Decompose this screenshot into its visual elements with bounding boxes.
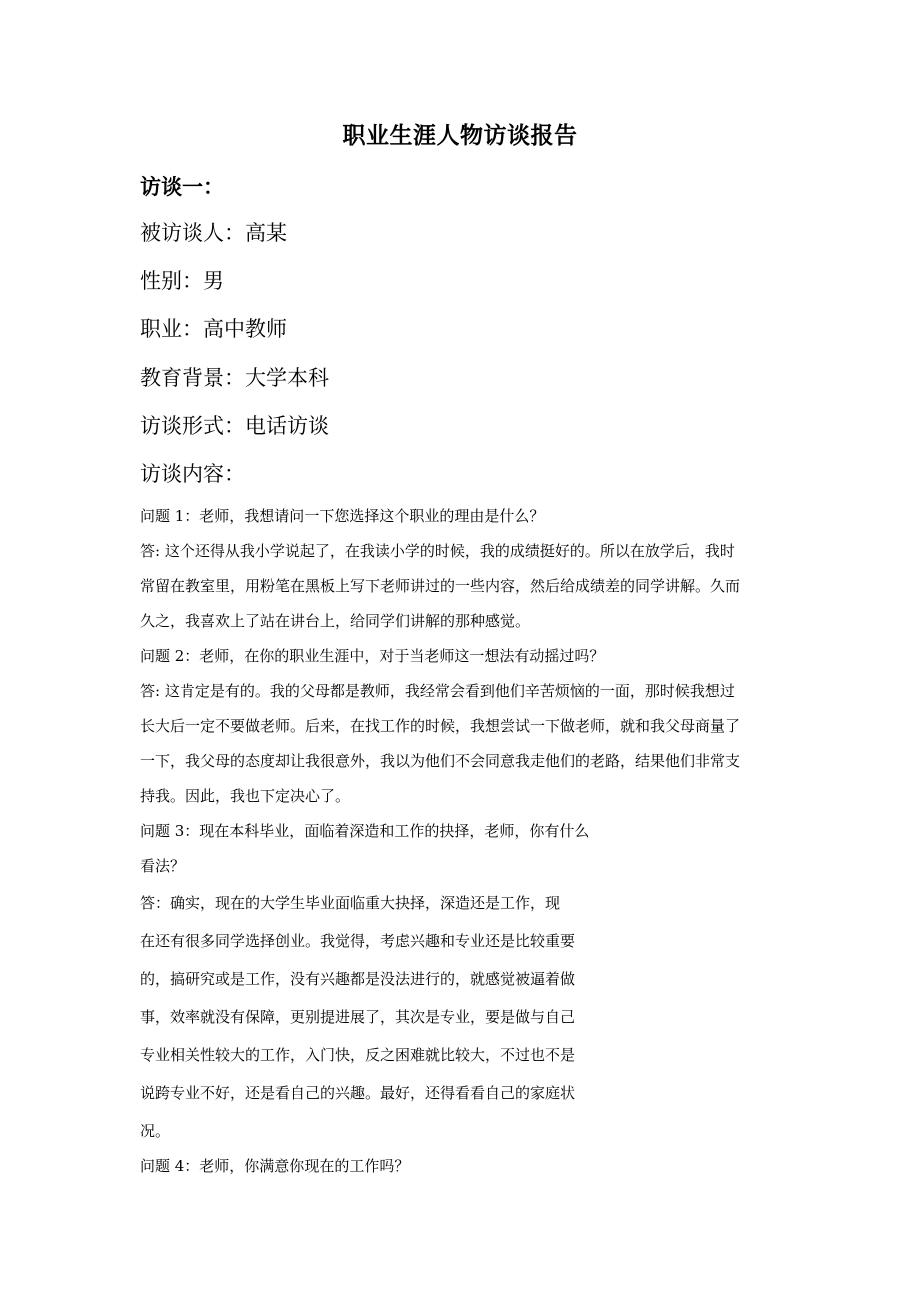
answer-2-line: 一下，我父母的态度却让我很意外，我以为他们不会同意我走他们的老路，结果他们非常支 (140, 752, 741, 770)
answer-3-line: 答：确实，现在的大学生毕业面临重大抉择，深造还是工作，现 (140, 894, 561, 912)
interview-content-label: 访谈内容： (140, 462, 245, 486)
answer-2-line: 长大后一定不要做老师。后来，在找工作的时候，我想尝试一下做老师，就和我父母商量了 (140, 717, 741, 735)
question-2: 问题 2：老师，在你的职业生涯中，对于当老师这一想法有动摇过吗？ (140, 647, 605, 665)
question-1: 问题 1：老师，我想请问一下您选择这个职业的理由是什么？ (140, 507, 545, 525)
question-4: 问题 4：老师，你满意你现在的工作吗？ (140, 1157, 410, 1175)
answer-2-line: 持我。因此，我也下定决心了。 (140, 787, 351, 805)
answer-3-line: 在还有很多同学选择创业。我觉得，考虑兴趣和专业还是比较重要 (140, 932, 576, 950)
gender-line: 性别：男 (140, 269, 224, 293)
answer-3-line: 事，效率就没有保障，更别提进展了，其次是专业，要是做与自己 (140, 1008, 576, 1026)
answer-1-line: 常留在教室里，用粉笔在黑板上写下老师讲过的一些内容，然后给成绩差的同学讲解。久而 (140, 577, 741, 595)
education-line: 教育背景：大学本科 (140, 366, 329, 390)
interviewee-line: 被访谈人：高某 (140, 221, 287, 245)
answer-1-line: 久之，我喜欢上了站在讲台上，给同学们讲解的那种感觉。 (140, 612, 531, 630)
answer-1-line: 答: 这个还得从我小学说起了，在我读小学的时候，我的成绩挺好的。所以在放学后，我时 (140, 542, 735, 560)
answer-3-line: 况。 (140, 1122, 171, 1140)
interview-format-line: 访谈形式：电话访谈 (140, 414, 329, 438)
occupation-line: 职业：高中教师 (140, 317, 287, 341)
question-3: 问题 3：现在本科毕业，面临着深造和工作的抉择，老师，你有什么 (140, 822, 590, 840)
answer-3-line: 专业相关性较大的工作，入门快，反之困难就比较大，不过也不是 (140, 1046, 576, 1064)
answer-3-line: 的，搞研究或是工作，没有兴趣都是没法进行的，就感觉被逼着做 (140, 970, 576, 988)
answer-3-line: 说跨专业不好，还是看自己的兴趣。最好，还得看看自己的家庭状 (140, 1084, 576, 1102)
document-title: 职业生涯人物访谈报告 (342, 122, 578, 149)
answer-2-line: 答: 这肯定是有的。我的父母都是教师，我经常会看到他们辛苦烦恼的一面，那时候我想过 (140, 682, 735, 700)
section-heading: 访谈一： (140, 174, 224, 199)
question-3-continued: 看法？ (140, 857, 186, 875)
